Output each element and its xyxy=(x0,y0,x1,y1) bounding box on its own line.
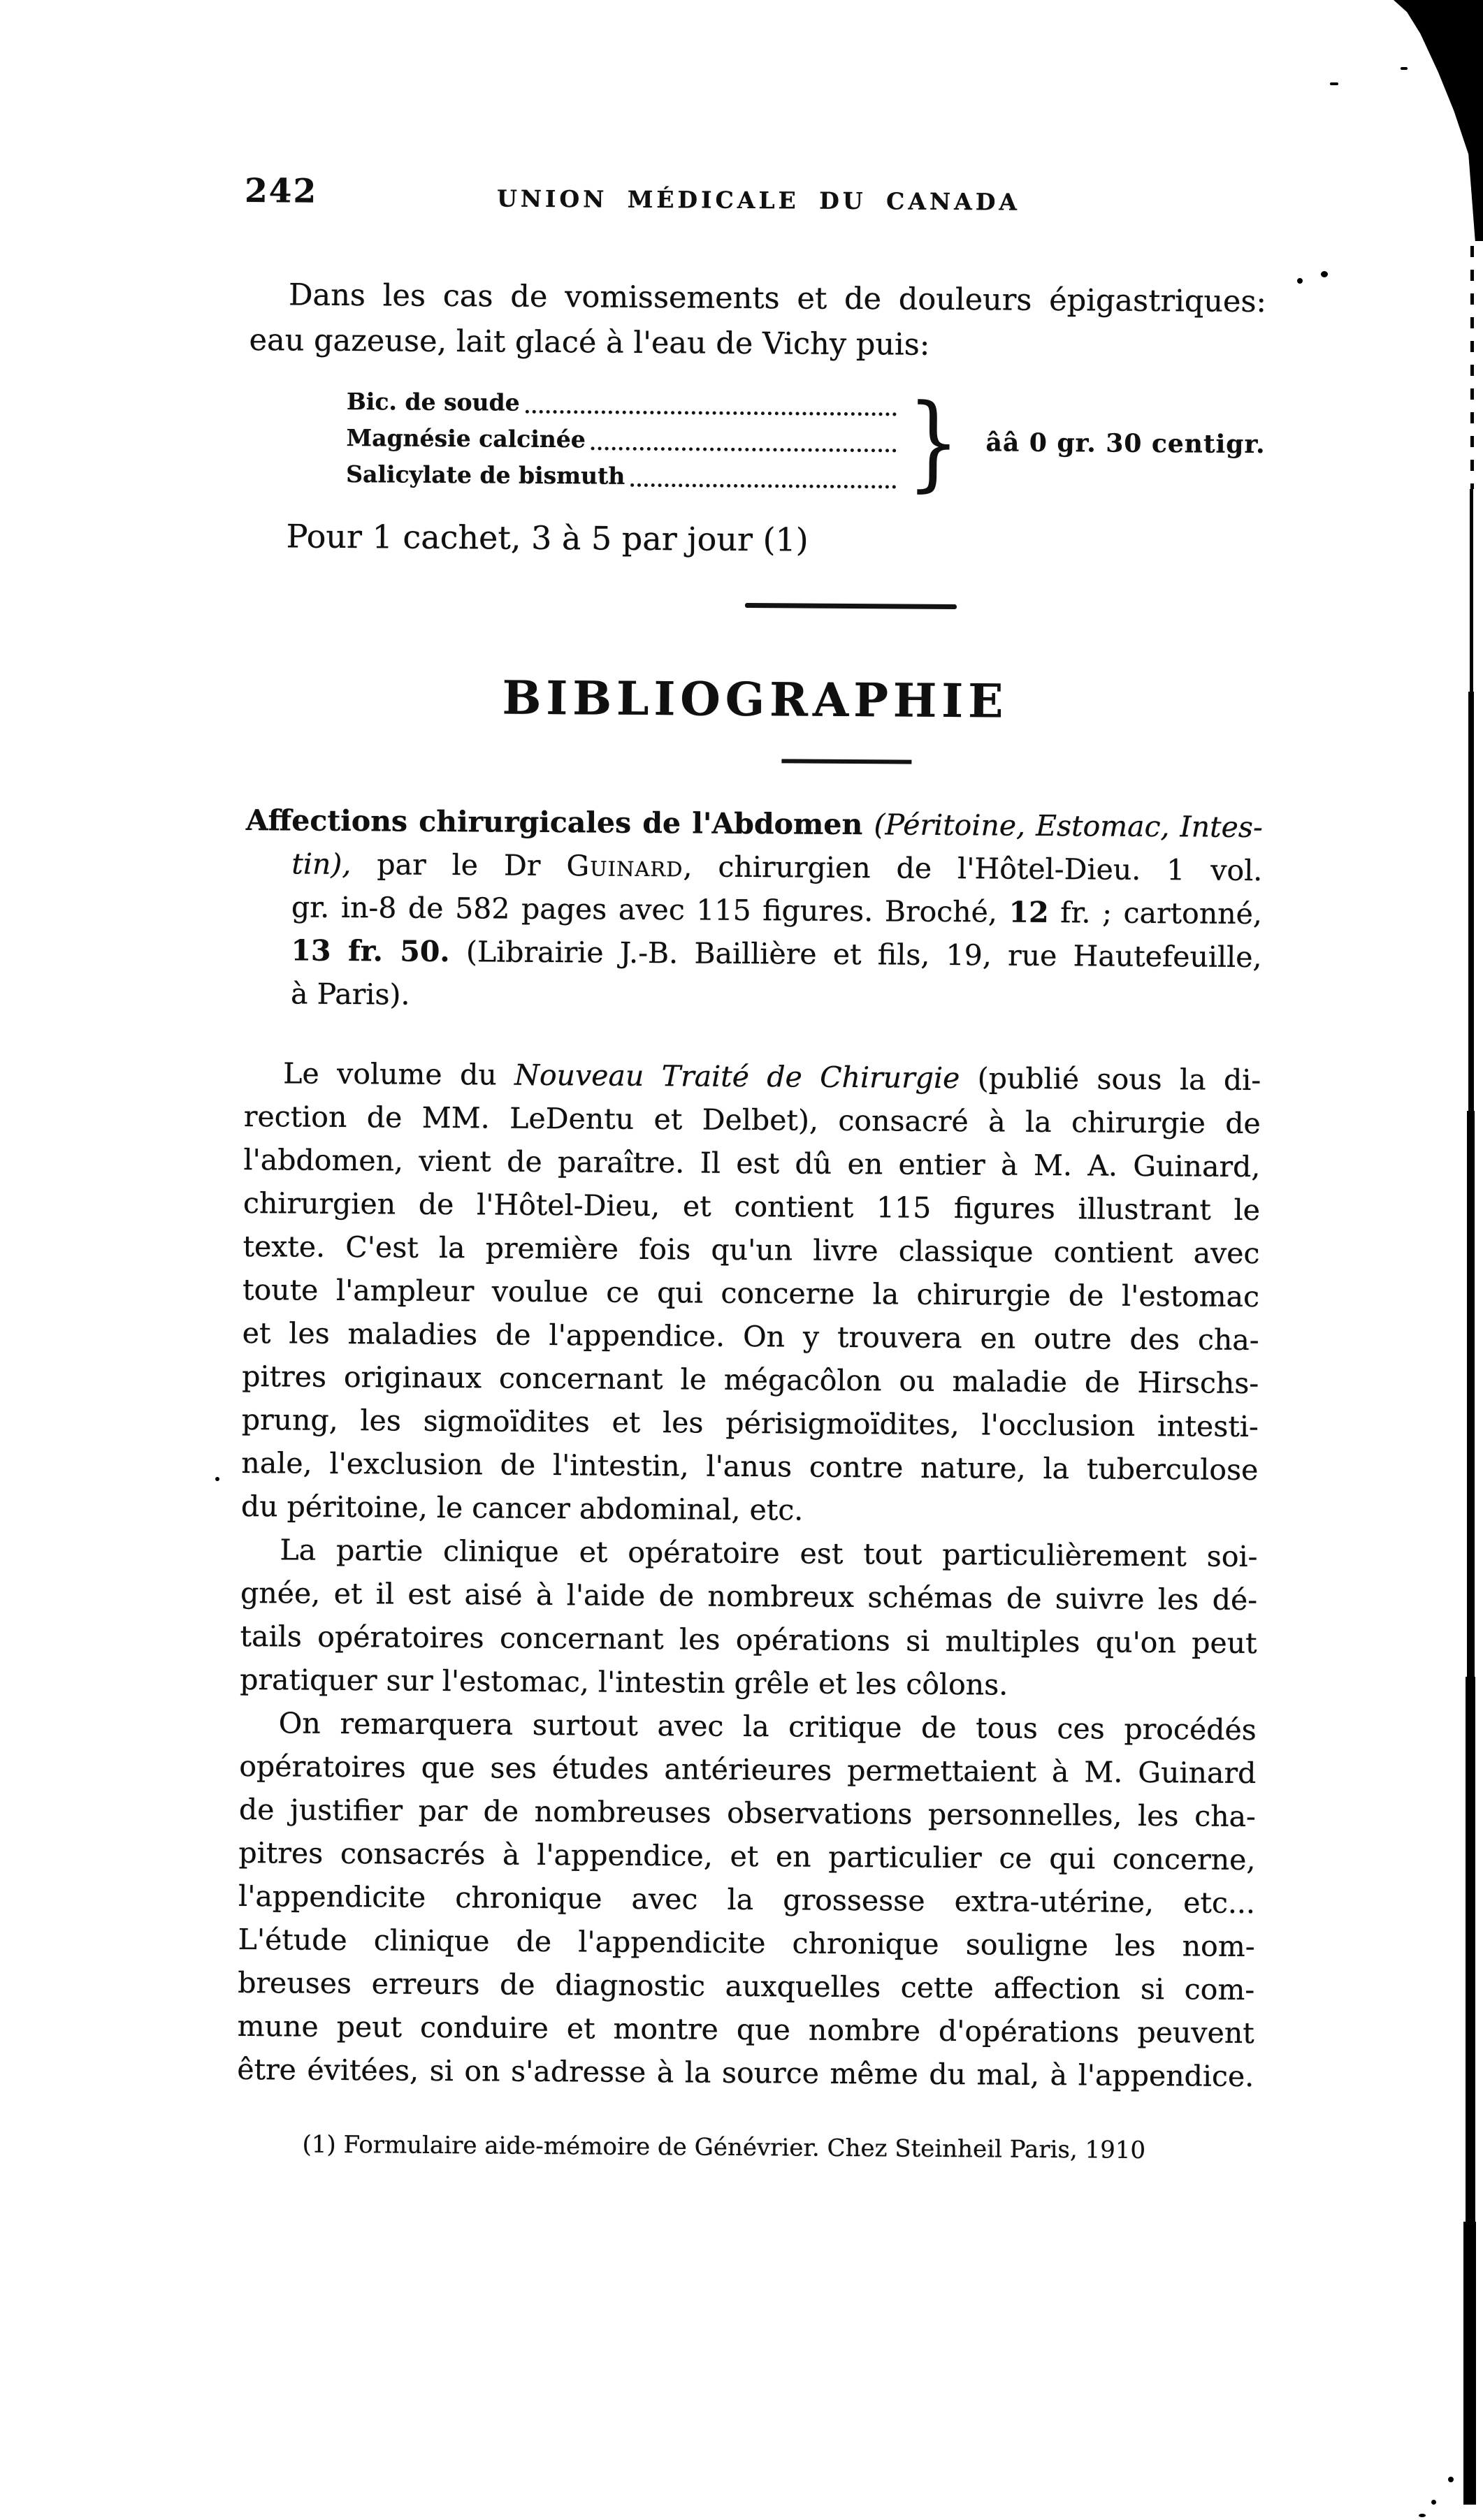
dose-text: ââ 0 gr. 30 centigr. xyxy=(985,428,1266,460)
prescription-rows xyxy=(346,384,899,497)
text-line: à Paris). xyxy=(290,977,410,1012)
scan-edge-line xyxy=(1468,692,1474,1111)
text-line: prung, les sigmoïdites et les périsigmoïdites, l'occlusion intesti- xyxy=(241,1402,1259,1444)
text-line: gr. in-8 de 582 pages avec 115 figures. Broché, 12 fr. ; cartonné, xyxy=(291,890,1263,931)
text-line: pitres originaux concernant le mégacôlon ou maladie de Hirschs- xyxy=(242,1359,1259,1401)
text-line: eau gazeuse, lait glacé à l'eau de Vichy puis: xyxy=(249,322,930,363)
price: 12 xyxy=(1008,895,1049,929)
journal-title: UNION MÉDICALE DU CANADA xyxy=(496,184,1021,216)
intro-paragraph xyxy=(249,272,1266,370)
scan-speck xyxy=(1401,67,1408,70)
section-title: BIBLIOGRAPHIE xyxy=(502,670,1008,729)
review-text xyxy=(237,1051,1261,2098)
ingredient-name: Bic. de soude xyxy=(346,387,520,416)
scan-speck xyxy=(1448,2477,1454,2482)
brace-glyph: } xyxy=(906,381,960,503)
running-header xyxy=(244,171,1267,219)
ingredient-name: Magnésie calcinée xyxy=(346,423,586,453)
text-line: chirurgien de l'Hôtel-Dieu, et contient 115 figures illustrant le xyxy=(243,1186,1261,1228)
scan-edge-dashes xyxy=(1470,246,1474,489)
book-title: Affections chirurgicales de l'Abdomen xyxy=(245,803,874,842)
book-subtitle: (Péritoine, Estomac, Intes- xyxy=(874,808,1263,845)
prescription-block xyxy=(346,381,1266,503)
page-content xyxy=(236,0,1268,2165)
text-line: nale, l'exclusion de l'intestin, l'anus contre nature, la tuberculose xyxy=(241,1445,1259,1487)
page-number: 242 xyxy=(244,171,318,211)
scan-speck xyxy=(215,1477,219,1481)
text-line: Dans les cas de vomissements et de douleurs épigastriques: xyxy=(288,277,1267,320)
ingredient-name: Salicylate de bismuth xyxy=(346,460,625,490)
text-line: texte. C'est la première fois qu'un livre classique contient avec xyxy=(243,1229,1260,1271)
text-line: tails opératoires concernant les opérations si multiples qu'on peut xyxy=(240,1619,1257,1661)
text-line: gnée, et il est aisé à l'aide de nombreux schémas de suivre les dé- xyxy=(240,1575,1258,1617)
scan-speck xyxy=(1431,2500,1436,2505)
posology-line: Pour 1 cachet, 3 à 5 par jour (1) xyxy=(286,517,809,559)
text-line: pitres consacrés à l'appendice, et en particulier ce qui concerne, xyxy=(238,1835,1256,1877)
scan-speck xyxy=(1321,271,1328,277)
scan-speck xyxy=(1419,2514,1426,2517)
scan-edge-line xyxy=(1466,1677,1475,2222)
text-line: opératoires que ses études antérieures permettaient à M. Guinard xyxy=(239,1749,1257,1791)
text-line: l'abdomen, vient de paraître. Il est dû en entier à M. A. Guinard, xyxy=(243,1142,1261,1184)
text-line: L'étude clinique de l'appendicite chronique souligne les nom- xyxy=(238,1922,1255,1964)
scan-edge-line xyxy=(1470,489,1473,692)
work-title: Nouveau Traité de Chirurgie xyxy=(514,1058,960,1095)
text-line: pratiquer sur l'estomac, l'intestin grêle et les côlons. xyxy=(240,1662,1008,1702)
dot-leader xyxy=(591,421,897,452)
dot-leader xyxy=(526,385,897,416)
text-line: toute l'ampleur voulue ce qui concerne la chirurgie de l'estomac xyxy=(242,1272,1260,1314)
price: 13 fr. 50. xyxy=(291,933,450,969)
bibliography-entry xyxy=(245,799,1263,1022)
scan-edge-line xyxy=(1467,1111,1475,1677)
dot-leader xyxy=(630,458,896,489)
footnote: (1) Formulaire aide-mémoire de Génévrier. Chez Steinheil Paris, 1910 xyxy=(302,2130,1146,2165)
text-line: et les maladies de l'appendice. On y trouvera en outre des cha- xyxy=(242,1316,1259,1357)
text-line: tin), par le Dr Guinard, chirurgien de l'Hôtel-Dieu. 1 vol. xyxy=(291,847,1263,888)
prescription-row xyxy=(346,456,899,497)
text-line: La partie clinique et opératoire est tout particulièrement soi- xyxy=(280,1533,1258,1574)
text-line: être évitées, si on s'adresse à la source même du mal, à l'appendice. xyxy=(237,2052,1254,2094)
text-line: de justifier par de nombreuses observations personnelles, les cha- xyxy=(238,1792,1257,1834)
text-line: On remarquera surtout avec la critique de tous ces procédés xyxy=(278,1706,1257,1747)
text-line: 13 fr. 50. (Librairie J.-B. Baillière et fils, 19, rue Hautefeuille, xyxy=(291,933,1262,975)
author-name: Guinard xyxy=(566,849,683,884)
text-line: du péritoine, le cancer abdominal, etc. xyxy=(240,1489,804,1527)
subsection-divider xyxy=(781,759,911,764)
prescription-row xyxy=(347,384,899,424)
text-line: rection de MM. LeDentu et Delbet), consacré à la chirurgie de xyxy=(243,1099,1261,1141)
text-line: breuses erreurs de diagnostic auxquelles cette affection si com- xyxy=(238,1965,1255,2007)
text-line xyxy=(246,799,1263,849)
text-line: l'appendicite chronique avec la grossesse extra-utérine, etc... xyxy=(238,1879,1256,1921)
text-line: Le volume du Nouveau Traité de Chirurgie (publié sous la di- xyxy=(283,1056,1261,1098)
scan-edge-line xyxy=(1463,2222,1476,2505)
scan-speck xyxy=(1330,82,1338,85)
scan-corner-blotch xyxy=(1371,0,1483,241)
scan-speck xyxy=(1297,278,1303,284)
text-line: mune peut conduire et montre que nombre d'opérations peuvent xyxy=(237,2009,1254,2051)
prescription-row xyxy=(346,420,899,460)
section-divider xyxy=(745,603,957,609)
